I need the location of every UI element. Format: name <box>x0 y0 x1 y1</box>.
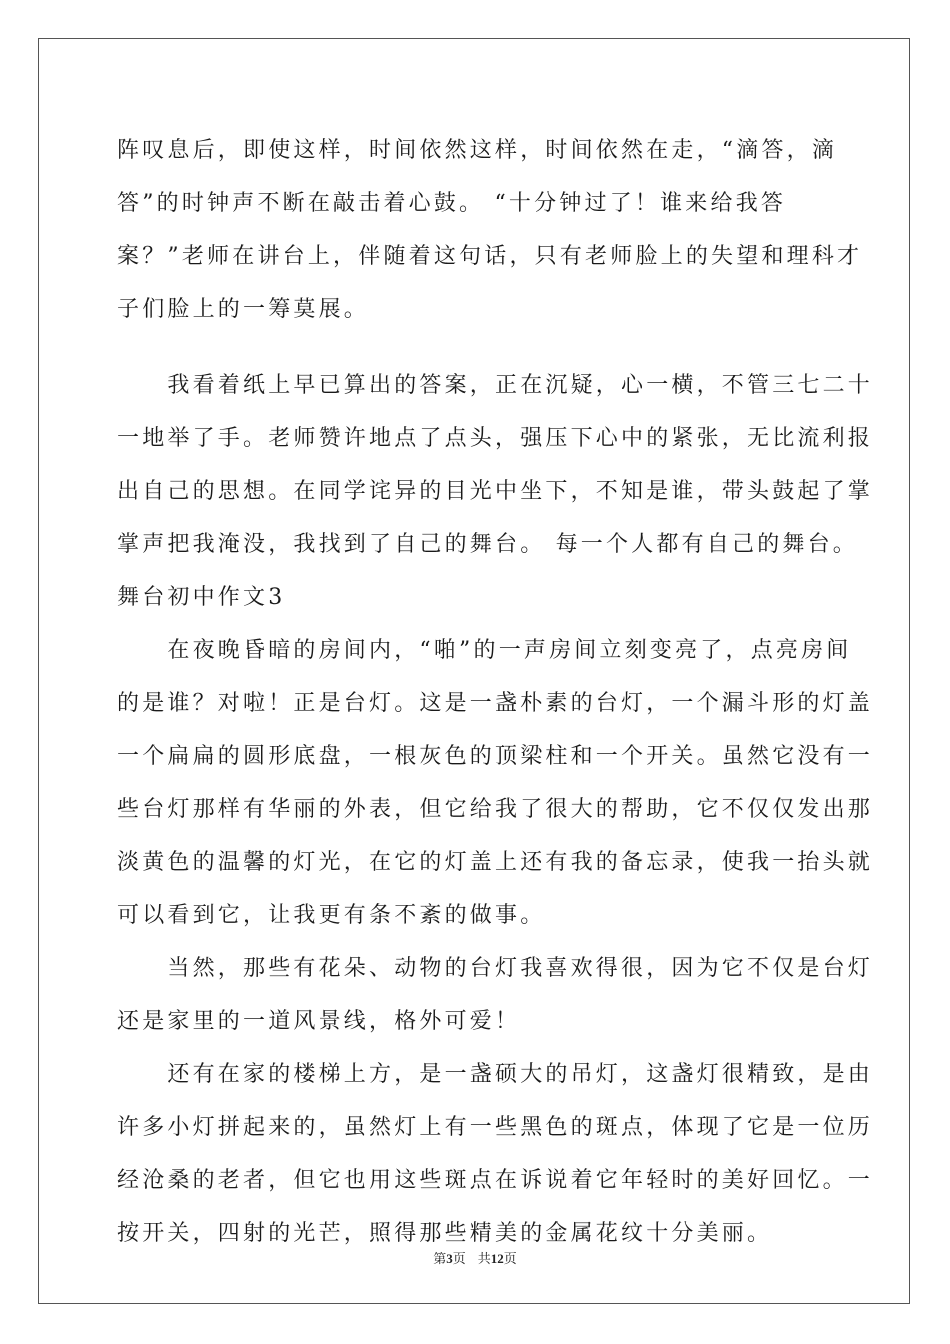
page-total: 12 <box>490 1251 504 1266</box>
text-line: 可以看到它，让我更有条不紊的做事。 <box>117 903 546 928</box>
page-current: 3 <box>446 1251 453 1266</box>
text-line: 出自己的思想。在同学诧异的目光中坐下，不知是谁，带头鼓起了掌 <box>117 479 874 504</box>
text-line: 我看着纸上早已算出的答案，正在沉疑，心一横，不管三七二十 <box>117 373 874 398</box>
text-line: 案？”老师在讲台上，伴随着这句话，只有老师脸上的失望和理科才 <box>117 244 863 269</box>
text-line: 经沧桑的老者，但它也用这些斑点在诉说着它年轻时的美好回忆。一 <box>117 1168 874 1193</box>
text-line: 掌声把我淹没，我找到了自己的舞台。 每一个人都有自己的舞台。 <box>117 532 858 557</box>
text-line: 阵叹息后，即使这样，时间依然这样，时间依然在走，“滴答，滴 <box>117 138 838 163</box>
text-line: 子们脸上的一筹莫展。 <box>117 297 370 322</box>
text-line: 当然，那些有花朵、动物的台灯我喜欢得很，因为它不仅是台灯 <box>117 956 874 981</box>
text-line: 按开关，四射的光芒，照得那些精美的金属花纹十分美丽。 <box>117 1221 773 1246</box>
total-prefix: 共 <box>477 1251 491 1266</box>
text-line: 一地举了手。老师赞许地点了点头，强压下心中的紧张，无比流利报 <box>117 426 874 451</box>
text-line: 许多小灯拼起来的，虽然灯上有一些黑色的斑点，体现了它是一位历 <box>117 1115 874 1140</box>
total-suffix: 页 <box>503 1251 517 1266</box>
page-prefix: 第 <box>433 1251 447 1266</box>
text-line: 的是谁？对啦！正是台灯。这是一盏朴素的台灯，一个漏斗形的灯盖 <box>117 691 874 716</box>
text-line: 在夜晚昏暗的房间内，“啪”的一声房间立刻变亮了，点亮房间 <box>117 638 852 663</box>
paragraph-gap <box>117 336 837 359</box>
document-body <box>117 124 874 1260</box>
section-heading: 舞台初中作文3 <box>117 585 286 610</box>
text-line: 一个扁扁的圆形底盘，一根灰色的顶梁柱和一个开关。虽然它没有一 <box>117 744 874 769</box>
text-line: 些台灯那样有华丽的外表，但它给我了很大的帮助，它不仅仅发出那 <box>117 797 874 822</box>
text-line: 还是家里的一道风景线，格外可爱！ <box>117 1009 521 1034</box>
text-line: 淡黄色的温馨的灯光，在它的灯盖上还有我的备忘录，使我一抬头就 <box>117 850 874 875</box>
page-suffix: 页 <box>452 1251 466 1266</box>
text-line: 答”的时钟声不断在敲击着心鼓。 “十分钟过了！谁来给我答 <box>117 191 787 216</box>
text-line: 还有在家的楼梯上方，是一盏硕大的吊灯，这盏灯很精致，是由 <box>117 1062 874 1087</box>
page-footer <box>0 1250 950 1268</box>
